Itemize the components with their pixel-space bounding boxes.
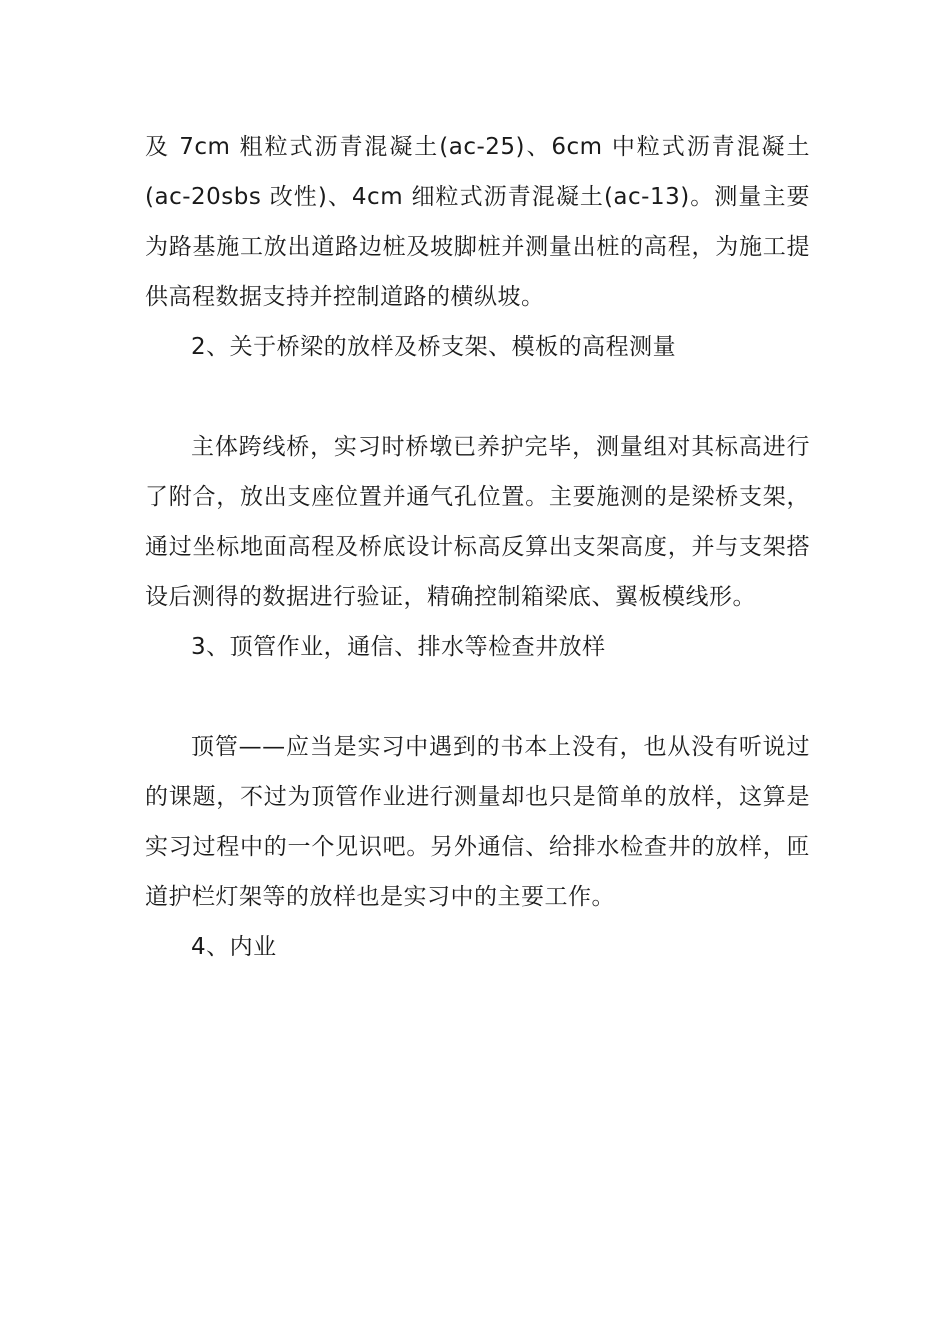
body-paragraph: 顶管——应当是实习中遇到的书本上没有，也从没有听说过的课题，不过为顶管作业进行测量却也只是简单的放样，这算是实习过程中的一个见识吧。另外通信、给排水检查井的放样，匝道护栏灯架等的放样也是实习中的主要工作。 [145,734,810,910]
section-heading: 4、内业 [191,934,277,960]
document-page [145,122,810,972]
section-heading: 3、顶管作业，通信、排水等检查井放样 [191,634,606,660]
body-paragraph: 主体跨线桥，实习时桥墩已养护完毕，测量组对其标高进行了附合，放出支座位置并通气孔位置。主要施测的是梁桥支架，通过坐标地面高程及桥底设计标高反算出支架高度，并与支架搭设后测得的数据进行验证，精确控制箱梁底、翼板模线形。 [145,434,810,610]
body-paragraph: 及 7cm 粗粒式沥青混凝土(ac-25)、6cm 中粒式沥青混凝土(ac-20sbs 改性)、4cm 细粒式沥青混凝土(ac-13)。测量主要为路基施工放出道路边桩及坡脚桩并测量出桩的高程，为施工提供高程数据支持并控制道路的横纵坡。 [145,134,810,310]
section-heading: 2、关于桥梁的放样及桥支架、模板的高程测量 [191,334,677,360]
